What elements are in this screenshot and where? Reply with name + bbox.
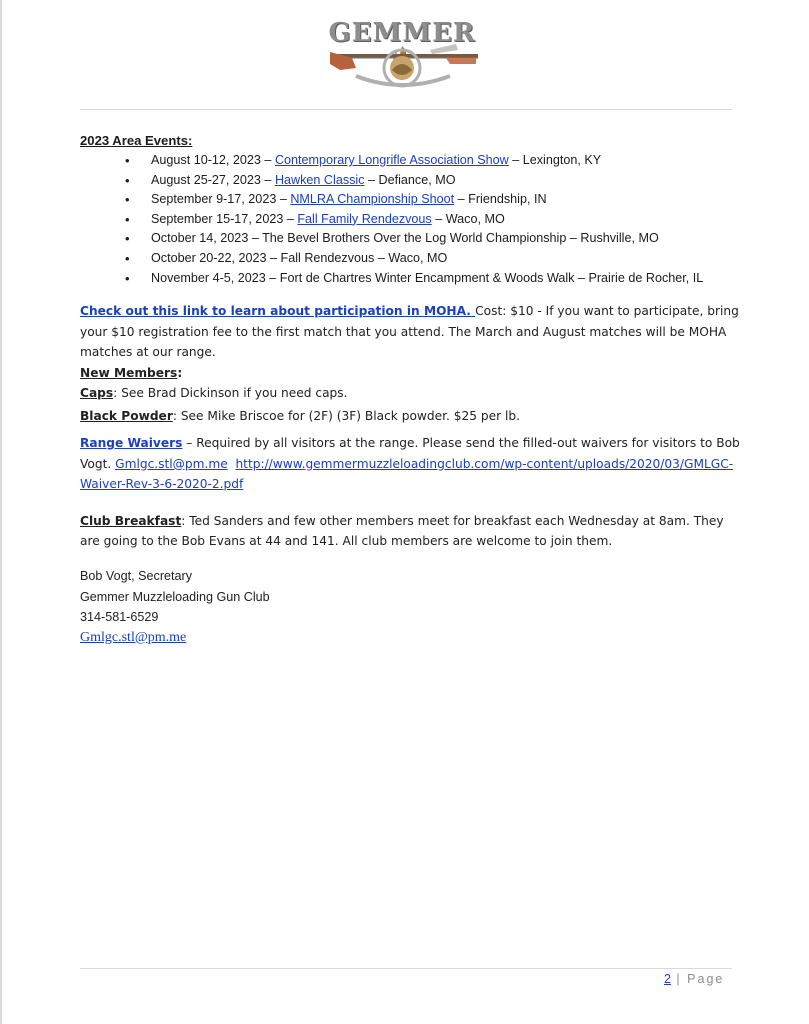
event-text: September 15-17, 2023 – xyxy=(151,211,298,226)
event-item xyxy=(80,269,740,289)
events-heading: 2023 Area Events: xyxy=(80,133,193,148)
new-members-colon: : xyxy=(177,365,183,380)
event-text: September 9-17, 2023 – xyxy=(151,192,291,207)
signature-block xyxy=(80,566,270,648)
signature-email-link[interactable]: Gmlgc.stl@pm.me xyxy=(80,629,187,645)
event-item xyxy=(80,171,740,191)
event-location: – Friendship, IN xyxy=(454,192,547,207)
moha-text: Cost: $10 - If you want to participate, bring your $10 registration fee to the first match that you attend. The March and August matches will be MOHA matches at our range. xyxy=(80,304,739,360)
page-number: 2 xyxy=(664,972,671,986)
range-waivers-link[interactable]: Range Waivers xyxy=(80,436,183,451)
event-text: August 25-27, 2023 – xyxy=(151,172,275,187)
event-item xyxy=(80,190,740,210)
new-members-heading: New Members xyxy=(80,365,178,380)
event-item xyxy=(80,249,740,269)
page-label: Page xyxy=(687,972,725,986)
club-logo xyxy=(326,14,478,96)
page-separator: | xyxy=(670,972,688,986)
logo-wordmark: GEMMER xyxy=(328,18,476,48)
header-rule xyxy=(80,109,732,110)
waivers-paragraph xyxy=(80,433,740,495)
caps-label: Caps xyxy=(80,386,114,401)
event-link[interactable]: Fall Family Rendezvous xyxy=(297,211,432,226)
event-location: – Defiance, MO xyxy=(364,172,456,187)
signature-phone: 314-581-6529 xyxy=(80,610,159,624)
new-members-section xyxy=(80,363,740,427)
event-text: October 20-22, 2023 – Fall Rendezvous – Waco, MO xyxy=(151,250,448,265)
event-link[interactable]: Contemporary Longrifle Association Show xyxy=(274,153,509,167)
event-text: August 10-12, 2023 – xyxy=(151,153,275,167)
club-breakfast-label: Club Breakfast xyxy=(80,513,182,528)
event-link[interactable]: Hawken Classic xyxy=(274,172,365,187)
footer-rule xyxy=(80,968,732,969)
breakfast-paragraph xyxy=(80,511,740,552)
event-location: – Waco, MO xyxy=(431,211,505,226)
black-powder-text: : See Mike Briscoe for (2F) (3F) Black powder. $25 per lb. xyxy=(172,408,521,423)
events-list xyxy=(80,151,740,288)
document-body xyxy=(80,131,740,552)
signature-club: Gemmer Muzzleloading Gun Club xyxy=(80,589,270,604)
moha-link[interactable]: Check out this link to learn about participation in MOHA. xyxy=(80,304,476,319)
event-text: November 4-5, 2023 – Fort de Chartres Winter Encampment & Woods Walk – Prairie de Rocher, IL xyxy=(151,270,704,285)
event-item xyxy=(80,229,740,249)
waivers-url-link[interactable]: http://www.gemmermuzzleloadingclub.com/wp-content/uploads/2020/03/GMLGC-Waiver-Rev-3-6-2020-2.pdf xyxy=(80,456,734,492)
black-powder-label: Black Powder xyxy=(80,408,173,423)
page-footer xyxy=(664,972,724,986)
caps-text: : See Brad Dickinson if you need caps. xyxy=(113,386,348,401)
event-link[interactable]: NMLRA Championship Shoot xyxy=(290,192,455,207)
waivers-email-link[interactable]: Gmlgc.stl@pm.me xyxy=(115,456,228,471)
club-breakfast-text: : Ted Sanders and few other members meet for breakfast each Wednesday at 8am. They are going to the Bob Evans at 44 and 141. All club members are welcome to join them. xyxy=(80,513,724,549)
event-location: – Lexington, KY xyxy=(508,153,602,167)
page-edge xyxy=(0,0,2,1024)
event-item xyxy=(80,210,740,230)
waivers-text: – Required by all visitors at the range. Please send the filled-out waivers for visitors to Bob Vogt. xyxy=(80,436,740,471)
moha-paragraph xyxy=(80,301,740,363)
event-item xyxy=(80,151,740,171)
signature-name: Bob Vogt, Secretary xyxy=(80,569,193,583)
event-text: October 14, 2023 – The Bevel Brothers Over the Log World Championship – Rushville, MO xyxy=(151,231,659,246)
